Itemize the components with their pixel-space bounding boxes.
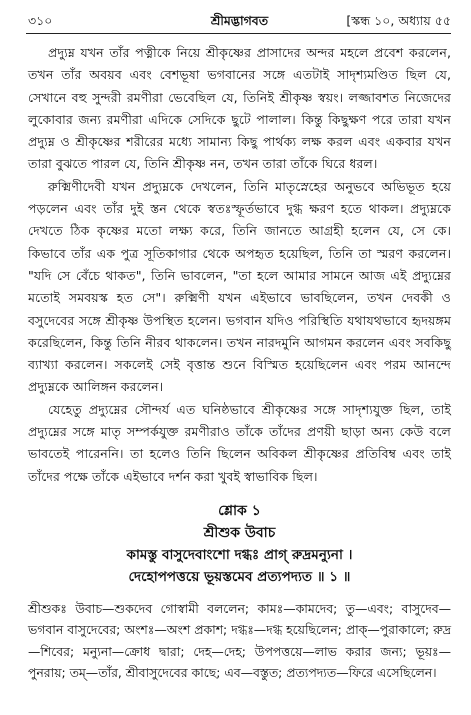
word-gloss: শ্রীশুকঃ উবাচ—শুকদেব গোস্বামী বললেন; কামঃ—কামদেব; তু—এবং; বাসুদেব—ভগবান বাসুদেবের; অংশঃ—অংশ প্রকাশ; দগ্ধঃ—দগ্ধ হয়েছিলেন; প্রাক্—পুরাকালে; রুদ্র—শিবের; মন্যুনা—ক্রোধ দ্বারা; দেহ—দেহ; উপপত্তয়ে—লাভ করার জন্য; ভূয়ঃ—পুনরায়; তম্—তাঁর, শ্রীবাসুদেবের কাছে; এব—বস্তুত; প্রত্যপদ্যত—ফিরে এসেছিলেন। xyxy=(28,600,451,681)
page-header xyxy=(28,13,451,35)
verse-block xyxy=(28,500,451,588)
verse-speaker: শ্রীশুক উবাচ xyxy=(203,524,276,541)
verse-line: কামস্তু বাসুদেবাংশো দগ্ধঃ প্রাগ্ রুদ্রমন্যুনা । xyxy=(126,546,353,563)
chapter-reference: [স্কন্ধ ১০, অধ্যায় ৫৫ xyxy=(346,13,451,28)
header-rule xyxy=(26,33,451,34)
verse-line: দেহোপপত্তয়ে ভূয়স্তমেব প্রত্যপদ্যত ॥ ১ ॥ xyxy=(128,568,351,585)
page-body xyxy=(28,42,451,696)
paragraph: যেহেতু প্রদ্যুম্নের সৌন্দর্য এত ঘনিষ্ঠভাবে শ্রীকৃষ্ণের সঙ্গে সাদৃশ্যযুক্ত ছিল, তাই প্রদ্যুম্নের সঙ্গে মাতৃ সম্পর্কযুক্ত রমণীরাও তাঁকে তাঁদের প্রণয়ী ছাড়া অন্য কেউ বলে ভাবতেই পারেননি। তা হলেও তিনি ছিলেন অবিকল শ্রীকৃষ্ণের প্রতিবিম্ব এবং তাই তাঁদের পক্ষে তাঁকে এইভাবে দর্শন করা খুবই স্বাভাবিক ছিল। xyxy=(28,401,451,484)
verse-heading: শ্লোক ১ xyxy=(218,502,261,519)
paragraph: রুক্মিণীদেবী যখন প্রদ্যুম্নকে দেখলেন, তিনি মাতৃস্নেহের অনুভবে অভিভূত হয়ে পড়লেন এবং তাঁর দুই স্তন থেকে স্বতঃস্ফূর্তভাবে দুগ্ধ ক্ষরণ হতে থাকল। প্রদ্যুম্নকে দেখতে ঠিক কৃষ্ণের মতো লক্ষ্য করে, তিনি জানতে আগ্রহী হলেন যে, সে কে। কিভাবে তাঁর এক পুত্র সূতিকাগার থেকে অপহৃত হয়েছিল, তিনি তা স্মরণ করলেন। "যদি সে বেঁচে থাকত", তিনি ভাবলেন, "তা হলে আমার সামনে আজ এই প্রদ্যুম্নের মতোই সমবয়স্ক হত সে"। রুক্মিণী যখন এইভাবে ভাবছিলেন, তখন দেবকী ও বসুদেবের সঙ্গে শ্রীকৃষ্ণ উপস্থিত হলেন। ভগবান যদিও পরিস্থিতি যথাযথভাবে হৃদয়ঙ্গম করেছিলেন, কিন্তু তিনি নীরব থাকলেন। তখন নারদমুনি আগমন করলেন এবং সবকিছু ব্যাখ্যা করলেন। সকলেই সেই বৃত্তান্ত শুনে বিস্মিত হয়েছিলেন এবং পরম আনন্দে প্রদ্যুম্নকে আলিঙ্গন করলেন। xyxy=(28,178,451,395)
page-number: ৩১০ xyxy=(28,13,53,28)
book-title: শ্রীমদ্ভাগবত xyxy=(210,13,269,28)
paragraph: প্রদ্যুম্ন যখন তাঁর পত্নীকে নিয়ে শ্রীকৃষ্ণের প্রাসাদের অন্দর মহলে প্রবেশ করলেন, তখন তাঁর অবয়ব এবং বেশভূষা ভগবানের সঙ্গে এতটাই সাদৃশ্যমণ্ডিত ছিল যে, সেখানে বহু সুন্দরী রমণীরা ভেবেছিল যে, তিনিই শ্রীকৃষ্ণ স্বয়ং। লজ্জাবশত নিজেদের লুকোবার জন্য রমণীরা এদিকে সেদিকে ছুটে পালাল। কিন্তু কিছুক্ষণ পরে তারা যখন প্রদ্যুম্ন ও শ্রীকৃষ্ণের শরীরের মধ্যে সামান্য কিছু পার্থক্য লক্ষ করল এবং একবার যখন তারা বুঝতে পারল যে, তিনি শ্রীকৃষ্ণ নন, তখন তারা তাঁকে ঘিরে ধরল। xyxy=(28,45,451,172)
